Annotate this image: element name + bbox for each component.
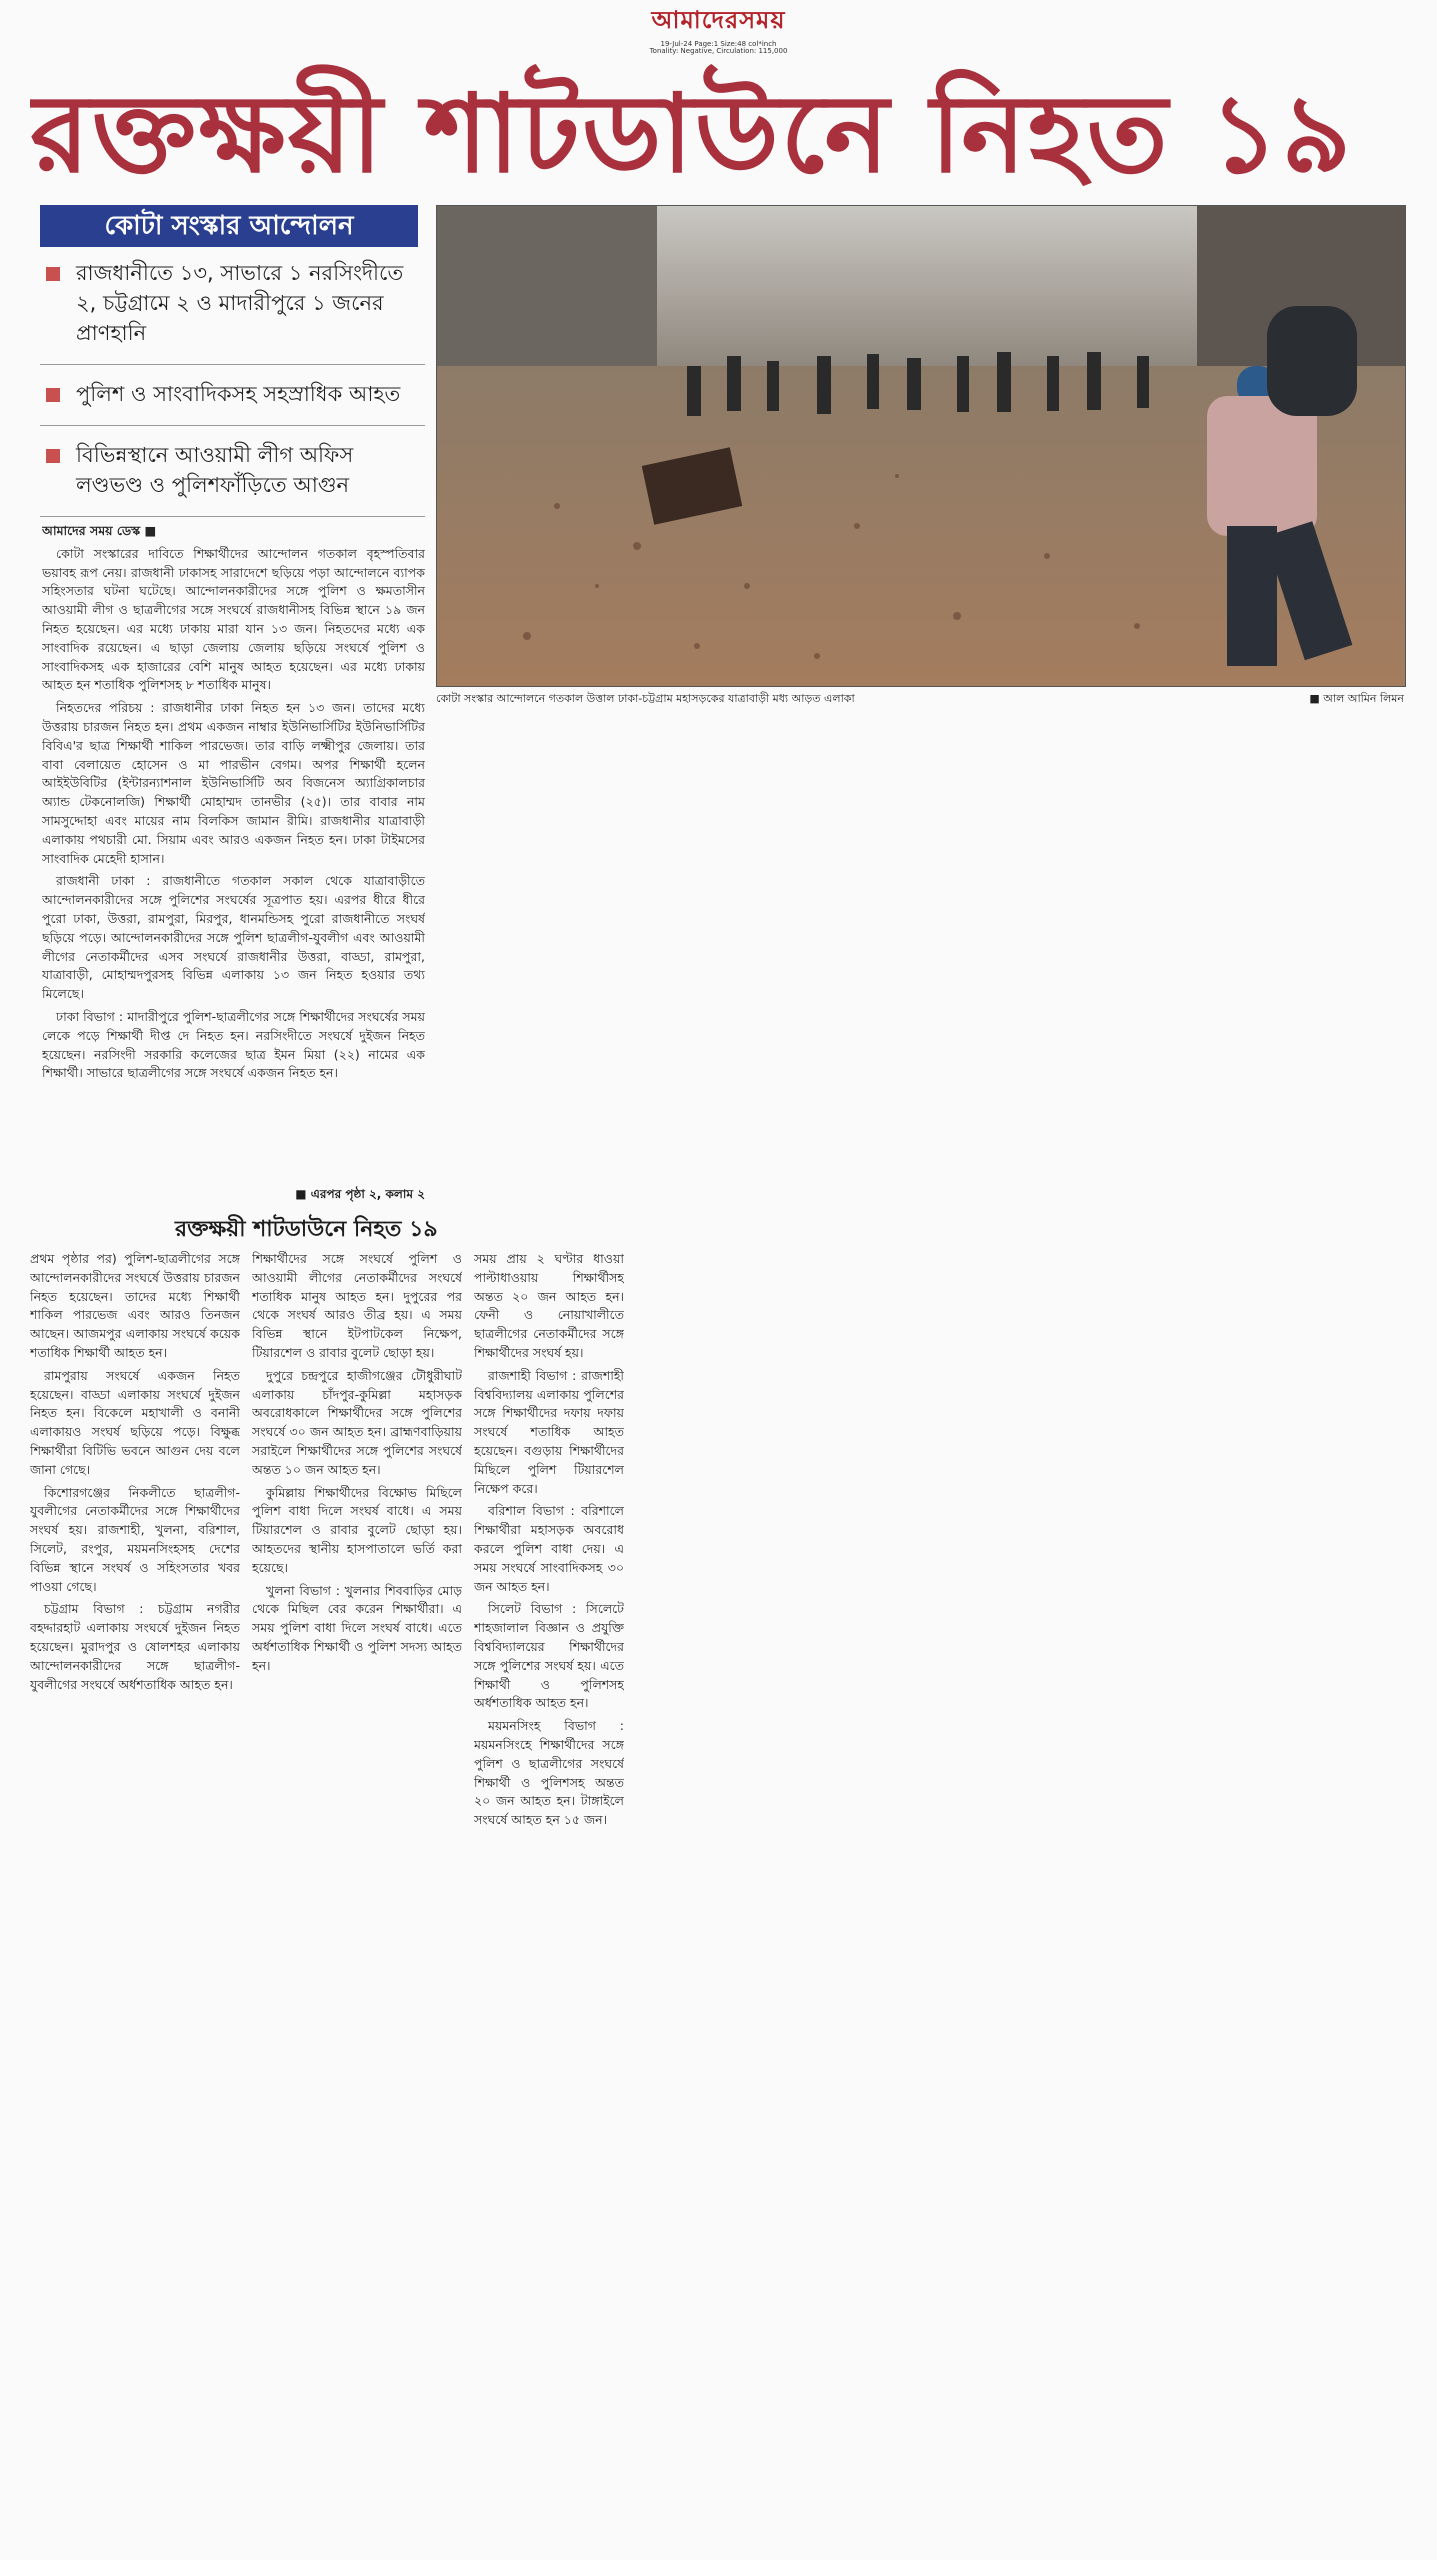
news-photo [436,205,1406,687]
continuation-title: রক্তক্ষয়ী শাটডাউনে নিহত ১৯ [175,1217,438,1242]
kicker-banner: কোটা সংস্কার আন্দোলন [40,205,418,247]
continuation-column-1 [30,1250,240,2550]
clip-meta-1: 19-Jul-24 Page:1 Size:48 col*inch [660,40,777,48]
divider [40,364,425,365]
bullet-text: বিভিন্নস্থানে আওয়ামী লীগ অফিস লণ্ডভণ্ড ও পুলিশফাঁড়িতে আগুন [76,443,354,497]
column-paragraph: কিশোরগঞ্জের নিকলীতে ছাত্রলীগ-যুবলীগের নেতাকর্মীদের সঙ্গে শিক্ষার্থীদের সংঘর্ষ হয়। রাজশাহী, খুলনা, বরিশাল, সিলেট, রংপুর, ময়মনসিংহসহ দেশের বিভিন্ন স্থানে সংঘর্ষ ও সহিংসতার খবর পাওয়া গেছে। [30,1484,240,1594]
masthead [0,0,1437,56]
divider [40,425,425,426]
column-paragraph: দুপুরে চন্দ্রপুরে হাজীগঞ্জের টৌধুরীঘাট এলাকায় চাঁদপুর-কুমিল্লা মহাসড়ক অবরোধকালে শিক্ষার্থীদের সঙ্গে পুলিশের সংঘর্ষে ৩০ জন আহত হন। ব্রাহ্মণবাড়িয়ায় সরাইলে শিক্ষার্থীদের সঙ্গে পুলিশের সংঘর্ষে অন্তত ১০ জন আহত হন। [252,1367,462,1477]
continuation-column-3 [474,1250,624,2550]
lead-paragraph: রাজধানী ঢাকা : রাজধানীতে গতকাল সকাল থেকে যাত্রাবাড়ীতে আন্দোলনকারীদের সঙ্গে পুলিশের সংঘর্ষের সূত্রপাত হয়। এরপর ধীরে ধীরে পুরো ঢাকা, উত্তরা, রামপুরা, মিরপুর, ধানমন্ডিসহ পুরো রাজধানীতে সংঘর্ষ ছড়িয়ে পড়ে। আন্দোলনকারীদের সঙ্গে পুলিশ ছাত্রলীগ-যুবলীগ এবং আওয়ামী লীগের নেতাকর্মীদের এসব সংঘর্ষে রাজধানীর উত্তরা, বাড্ডা, রামপুরা, যাত্রাবাড়ী, মোহাম্মদপুরসহ বিভিন্ন এলাকায় ১৩ জন নিহত হওয়ার তথ্য মিলেছে। [42,873,425,1002]
photo-credit: ■ আল আমিন লিমন [1309,692,1404,705]
column-paragraph: প্রথম পৃষ্ঠার পর) পুলিশ-ছাত্রলীগের সঙ্গে আন্দোলনকারীদের সংঘর্ষে উত্তরায় চারজন নিহত হয়েছেন। তাদের মধ্যে শিক্ষার্থী শাকিল পারভেজ এবং আরও তিনজন আছেন। আজমপুর এলাকায় সংঘর্ষে কয়েক শতাধিক শিক্ষার্থী আহত হন। [30,1251,240,1360]
column-paragraph: ময়মনসিংহ বিভাগ : ময়মনসিংহে শিক্ষার্থীদের সঙ্গে পুলিশ ও ছাত্রলীগের সংঘর্ষে শিক্ষার্থী ও পুলিশসহ অন্তত ২০ জন আহত হন। টাঙ্গাইলে সংঘর্ষে আহত হন ১৫ জন। [474,1718,624,1828]
newspaper-logo: আমাদেরসময় [651,5,786,34]
column-paragraph: চট্টগ্রাম বিভাগ : চট্টগ্রাম নগরীর বহদ্দারহাট এলাকায় সংঘর্ষে দুইজন নিহত হয়েছেন। মুরাদপুর ও ষোলশহর এলাকায় আন্দোলনকারীদের সঙ্গে ছাত্রলীগ-যুবলীগের সংঘর্ষে অর্ধশতাধিক আহত হন। [30,1601,240,1692]
clip-meta-2: Tonality: Negative, Circulation: 115,000 [649,47,788,55]
column-paragraph: রামপুরায় সংঘর্ষে একজন নিহত হয়েছেন। বাড্ডা এলাকায় সংঘর্ষে দুইজন নিহত হন। বিকেলে মহাখালী ও বনানী এলাকায়ও সংঘর্ষ ছড়িয়ে পড়ে। বিক্ষুব্ধ শিক্ষার্থীরা বিটিভি ভবনে আগুন দেয় বলে জানা গেছে। [30,1367,240,1477]
bullet-square-icon [46,388,60,402]
column-paragraph: শিক্ষার্থীদের সঙ্গে সংঘর্ষে পুলিশ ও আওয়ামী লীগের নেতাকর্মীদের সংঘর্ষে শতাধিক মানুষ আহত হন। দুপুরের পর থেকে সংঘর্ষ আরও তীব্র হয়। এ সময় বিভিন্ন স্থানে ইটপাটকেল নিক্ষেপ, টিয়ারশেল ও রাবার বুলেট ছোড়া হয়। [252,1251,462,1360]
column-paragraph: কুমিল্লায় শিক্ষার্থীদের বিক্ষোভ মিছিলে পুলিশ বাধা দিলে সংঘর্ষ বাধে। এ সময় টিয়ারশেল ও রাবার বুলেট ছোড়া হয়। আহতদের স্থানীয় হাসপাতালে ভর্তি করা হয়েছে। [252,1484,462,1575]
bullet-text: রাজধানীতে ১৩, সাভারে ১ নরসিংদীতে ২, চট্টগ্রামে ২ ও মাদারীপুরে ১ জনের প্রাণহানি [76,261,404,345]
column-paragraph: সিলেট বিভাগ : সিলেটে শাহজালাল বিজ্ঞান ও প্রযুক্তি বিশ্ববিদ্যালয়ের শিক্ষার্থীদের সঙ্গে পুলিশের সংঘর্ষ হয়। এতে শিক্ষার্থী ও পুলিশসহ অর্ধশতাধিক আহত হন। [474,1601,624,1711]
bullet-item [40,440,425,500]
main-headline: রক্তক্ষয়ী শাটডাউনে নিহত ১৯ [30,71,1354,197]
column-paragraph: সময় প্রায় ২ ঘণ্টার ধাওয়া পাল্টাধাওয়ায় শিক্ষার্থীসহ অন্তত ২০ জন আহত হন। ফেনী ও নোয়াখালীতে ছাত্রলীগের নেতাকর্মীদের সঙ্গে শিক্ষার্থীদের সংঘর্ষ হয়। [474,1251,624,1360]
column-paragraph: রাজশাহী বিভাগ : রাজশাহী বিশ্ববিদ্যালয় এলাকায় পুলিশের সঙ্গে শিক্ষার্থীদের দফায় দফায় সংঘর্ষে শতাধিক আহত হয়েছেন। বগুড়ায় শিক্ষার্থীদের মিছিলে পুলিশ টিয়ারশেল নিক্ষেপ করে। [474,1367,624,1496]
highlight-bullets [40,258,425,531]
bullet-item [40,258,425,348]
photo-caption [436,690,1404,708]
lead-paragraph: কোটা সংস্কারের দাবিতে শিক্ষার্থীদের আন্দোলন গতকাল বৃহস্পতিবার ভয়াবহ রূপ নেয়। রাজধানী ঢাকাসহ সারাদেশে ছড়িয়ে পড়া আন্দোলনে ব্যাপক সহিংসতার ঘটনা ঘটেছে। আন্দোলনকারীদের সঙ্গে পুলিশ ও ক্ষমতাসীন আওয়ামী লীগ ও ছাত্রলীগের সঙ্গে সংঘর্ষে রাজধানীসহ বিভিন্ন স্থানে ১৯ জন নিহত হয়েছেন। এর মধ্যে ঢাকায় মারা যান ১৩ জন। নিহতদের মধ্যে এক সাংবাদিক রয়েছেন। এ ছাড়া জেলায় জেলায় ছড়িয়ে সংঘর্ষে পুলিশ ও সাংবাদিকসহ এক হাজারের বেশি মানুষ আহত হয়েছেন। এর মধ্যে ঢাকায় আহত হন শতাধিক পুলিশসহ ৮ শতাধিক মানুষ। [42,545,425,693]
caption-text: কোটা সংস্কার আন্দোলনে গতকাল উত্তাল ঢাকা-চট্টগ্রাম মহাসড়কের যাত্রাবাড়ী মধ্য আড়ত এলাকা [436,692,855,705]
byline: আমাদের সময় ডেস্ক ■ [42,523,157,538]
divider [40,516,425,517]
column-paragraph: খুলনা বিভাগ : খুলনার শিববাড়ির মোড় থেকে মিছিল বের করেন শিক্ষার্থীরা। এ সময় পুলিশ বাধা দিলে সংঘর্ষ বাধে। এতে অর্ধশতাধিক শিক্ষার্থী ও পুলিশ সদস্য আহত হন। [252,1582,462,1673]
bullet-text: পুলিশ ও সাংবাদিকসহ সহস্রাধিক আহত [76,382,401,406]
lead-article [42,522,425,1182]
protest-scene-image [437,206,1405,686]
bullet-square-icon [46,267,60,281]
bullet-square-icon [46,449,60,463]
continuation-column-2 [252,1250,462,2550]
bullet-item [40,379,425,409]
lead-paragraph: ঢাকা বিভাগ : মাদারীপুরে পুলিশ-ছাত্রলীগের সঙ্গে শিক্ষার্থীদের সংঘর্ষের সময় লেকে পড়ে শিক্ষার্থী দীপ্ত দে নিহত হন। নরসিংদীতে সংঘর্ষে দুইজন নিহত হয়েছেন। নরসিংদী সরকারি কলেজের ছাত্র ইমন মিয়া (২২) নামের এক শিক্ষার্থী। সাভারে ছাত্রলীগের সঙ্গে সংঘর্ষে একজন নিহত হন। [42,1008,425,1081]
lead-paragraph: নিহতদের পরিচয় : রাজধানীর ঢাকা নিহত হন ১৩ জন। তাদের মধ্যে উত্তরায় চারজন নিহত হন। প্রথম একজন নাম্বার ইউনিভার্সিটির ইউনিভার্সিটির বিবিএ'র ছাত্র শিক্ষার্থী শাকিল পারভেজ। তার বাড়ি লক্ষ্মীপুর জেলায়। তার বাবা বেলায়েত হোসেন ও মা পারভীন বেগম। অপর শিক্ষার্থী হলেন আইইউবিটির (ইন্টারন্যাশনাল ইউনিভার্সিটি অব বিজনেস অ্যাগ্রিকালচার অ্যান্ড টেকনোলজি) শিক্ষার্থী মোহাম্মদ তানভীর (২৫)। তার বাবার নাম সামসুদ্দোহা এবং মায়ের নাম বিলকিস জামান রীমি। রাজধানীর যাত্রাবাড়ী এলাকায় পথচারী মো. সিয়াম এবং আরও একজন নিহত হন। ঢাকা টাইমসের সাংবাদিক মেহেদী হাসান। [42,700,425,866]
jump-line: ■ এরপর পৃষ্ঠা ২, কলাম ২ [295,1187,425,1201]
column-paragraph: বরিশাল বিভাগ : বরিশালে শিক্ষার্থীরা মহাসড়ক অবরোধ করলে পুলিশ বাধা দেয়। এ সময় সংঘর্ষে সাংবাদিকসহ ৩০ জন আহত হন। [474,1503,624,1594]
